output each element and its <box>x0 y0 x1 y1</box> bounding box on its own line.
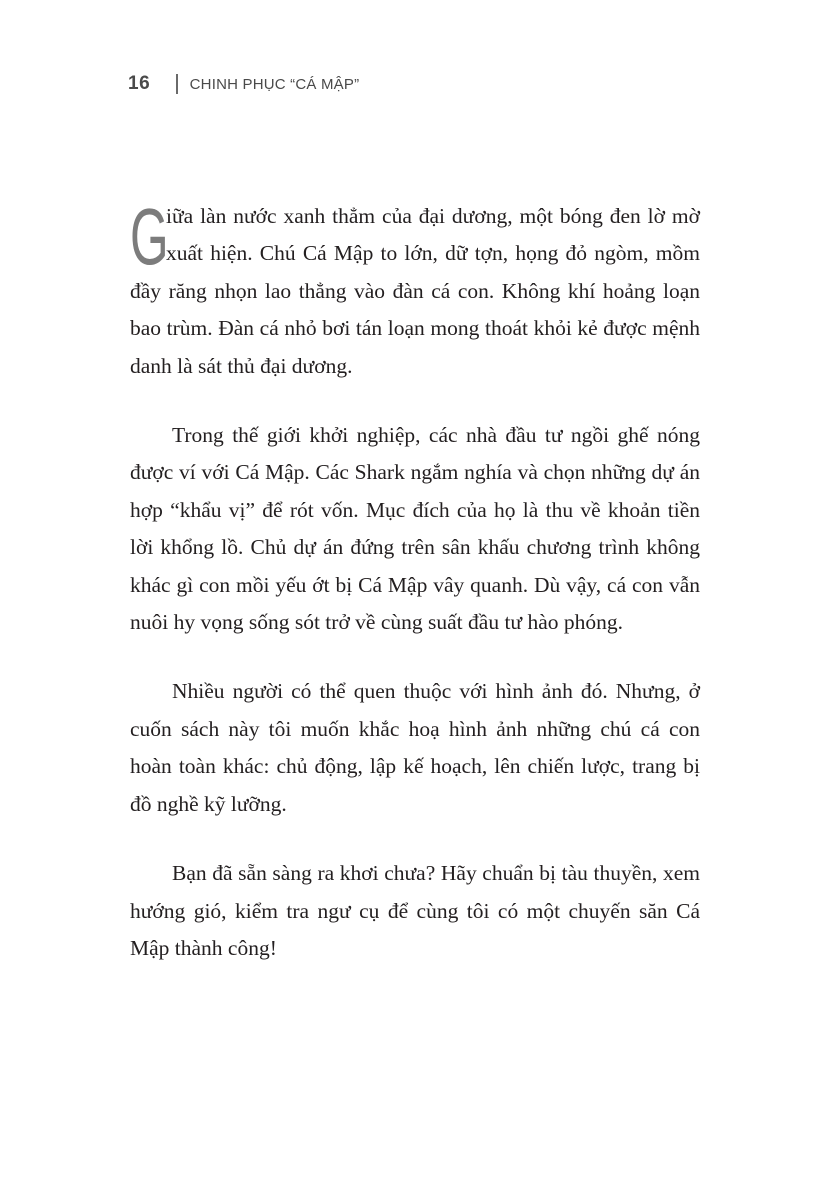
paragraph-3: Nhiều người có thể quen thuộc với hình ảnh đó. Nhưng, ở cuốn sách này tôi muốn khắc hoạ hình ảnh những chú cá con hoàn toàn khác: chủ động, lập kế hoạch, lên chiến lược, trang bị đồ nghề kỹ lưỡng. <box>130 679 700 816</box>
paragraph-4: Bạn đã sẵn sàng ra khơi chưa? Hãy chuẩn bị tàu thuyền, xem hướng gió, kiểm tra ngư cụ để cùng tôi có một chuyến săn Cá Mập thành công! <box>130 861 700 960</box>
running-header <box>128 72 359 96</box>
paragraph-2: Trong thế giới khởi nghiệp, các nhà đầu tư ngồi ghế nóng được ví với Cá Mập. Các Shark ngắm nghía và chọn những dự án hợp “khẩu vị” để rót vốn. Mục đích của họ là thu về khoản tiền lời khổng lồ. Chủ dự án đứng trên sân khấu chương trình không khác gì con mồi yếu ớt bị Cá Mập vây quanh. Dù vậy, cá con vẫn nuôi hy vọng sống sót trở về cùng suất đầu tư hào phóng. <box>130 423 700 635</box>
drop-cap: G <box>130 192 169 281</box>
paragraph-1-text: iữa làn nước xanh thẳm của đại dương, một bóng đen lờ mờ xuất hiện. Chú Cá Mập to lớn, dữ tợn, họng đỏ ngòm, mồm đầy răng nhọn lao thẳng vào đàn cá con. Không khí hoảng loạn bao trùm. Đàn cá nhỏ bơi tán loạn mong thoát khỏi kẻ được mệnh danh là sát thủ đại dương. <box>130 204 700 378</box>
book-title: CHINH PHỤC “CÁ MẬP” <box>189 75 360 93</box>
paragraph-1 <box>130 192 700 385</box>
body-text <box>130 192 700 999</box>
page-number: 16 <box>128 73 151 94</box>
header-separator <box>176 74 178 94</box>
